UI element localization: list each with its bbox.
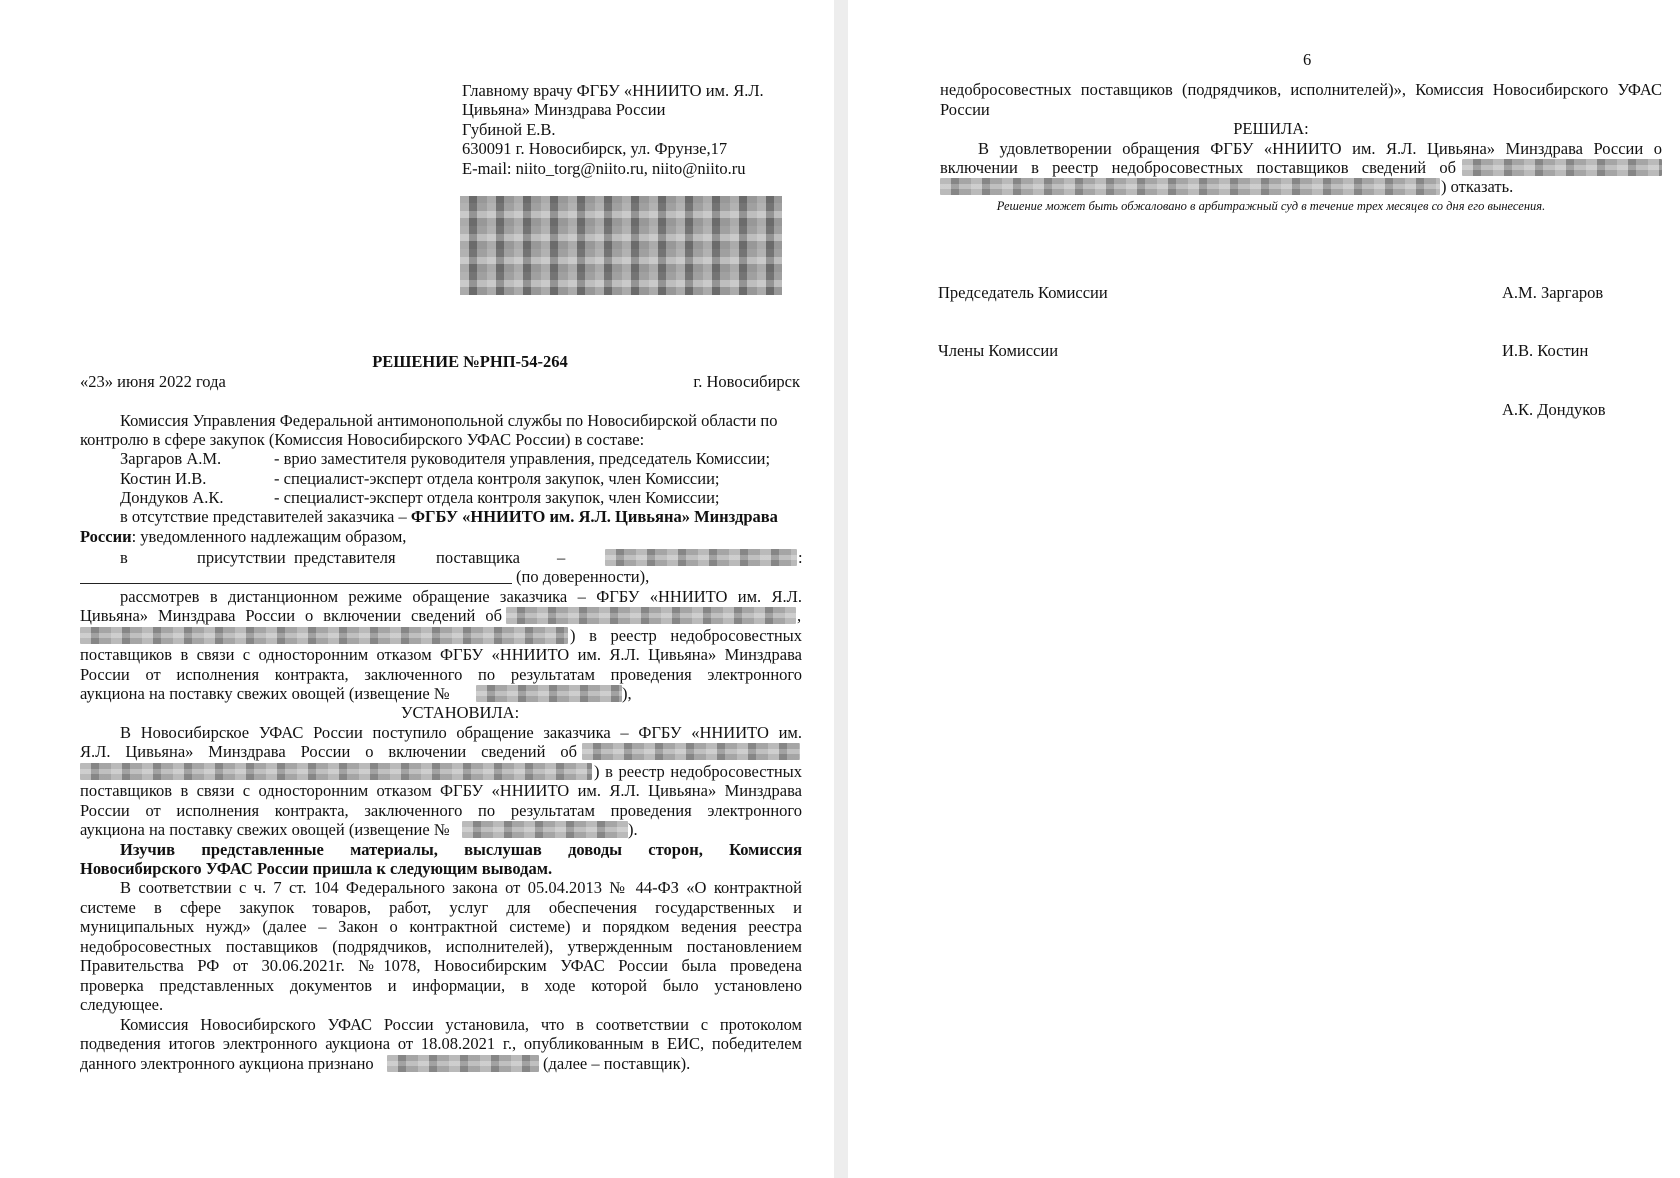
punctuation: ). [628, 820, 638, 839]
proxy-note: (по доверенности), [516, 567, 650, 586]
intro-line: контролю в сфере закупок (Комиссия Новосибирского УФАС России) в составе: [80, 430, 645, 449]
presence-word: поставщика [436, 548, 520, 567]
received-line: аукциона на поставку свежих овощей (извещение № [80, 820, 450, 839]
decided-heading-text: РЕШИЛА: [1233, 119, 1309, 138]
redacted-supplier [582, 743, 800, 760]
redacted-supplier [1462, 159, 1662, 176]
considered-line: аукциона на поставку свежих овощей (извещение № [80, 684, 450, 703]
decision-title: РЕШЕНИЕ №РНП-54-264 [372, 352, 568, 371]
page-number: 6 [1303, 50, 1312, 69]
commission-line: Комиссия Новосибирского УФАС России установила, что в соответствии с протоколом [120, 1015, 802, 1034]
decision-line: В удовлетворении обращения ФГБУ «ННИИТО им. Я.Л. Цивьяна» Минздрава России о [978, 139, 1662, 158]
signature-name: А.М. Заргаров [1502, 283, 1604, 302]
law-line: муниципальных нужд» (далее – Закон о контрактной системе) и порядком ведения реестра [80, 917, 802, 936]
presence-word: – [557, 548, 566, 567]
redacted-supplier [506, 607, 796, 624]
signature-role: Члены Комиссии [938, 341, 1059, 360]
member-role: - специалист-эксперт отдела контроля закупок, член Комиссии; [274, 488, 720, 507]
representative-blank-line [80, 583, 512, 584]
established-heading [0, 703, 920, 723]
signature-role: Председатель Комиссии [938, 283, 1108, 302]
presence-word: присутствии [197, 548, 286, 567]
law-line: Правительства РФ от 30.06.2021г. №1078, Новосибирским УФАС России была проведена [80, 956, 802, 975]
member-name: Заргаров А.М. [120, 449, 222, 468]
received-line: ) в реестр недобросовестных [594, 762, 802, 781]
document-page-right [848, 0, 1680, 1178]
decided-heading [848, 119, 1680, 139]
decision-date: «23» июня 2022 года [80, 372, 226, 391]
absence-text: в отсутствие представителей заказчика – [120, 507, 407, 526]
presence-word: представителя [294, 548, 396, 567]
addressee-line: E-mail: niito_torg@niito.ru, niito@niito.ru [462, 159, 746, 178]
considered-line: Цивьяна» Минздрава России о включении сведений об [80, 606, 502, 625]
addressee-line: Главному врачу ФГБУ «ННИИТО им. Я.Л. [462, 81, 764, 100]
received-line: Я.Л. Цивьяна» Минздрава России о включении сведений об [80, 742, 577, 761]
received-line: поставщиков в связи с односторонним отказом ФГБУ «ННИИТО им. Я.Л. Цивьяна» Минздрава [80, 781, 802, 800]
document-page-left [0, 0, 834, 1178]
appeal-note: Решение может быть обжаловано в арбитражный суд в течение трех месяцев со дня его вынесения. [996, 199, 1546, 213]
addressee-line: 630091 г. Новосибирск, ул. Фрунзе,17 [462, 139, 728, 158]
addressee-line: Цивьяна» Минздрава России [462, 100, 666, 119]
redacted-notice-number [462, 821, 628, 838]
redacted-winner [387, 1055, 539, 1072]
decision-city: г. Новосибирск [693, 372, 800, 391]
law-line: системе в сфере закупок товаров, работ, услуг для обеспечения государственных и [80, 898, 802, 917]
punctuation: , [797, 606, 802, 625]
absence-line [120, 507, 778, 527]
member-role: - специалист-эксперт отдела контроля закупок, член Комиссии; [274, 469, 720, 488]
commission-line: (далее – поставщик). [543, 1054, 691, 1073]
signature-name: А.К. Дондуков [1502, 400, 1606, 419]
studied-line: Новосибирского УФАС России пришла к следующим выводам. [80, 859, 553, 878]
established-heading-text: УСТАНОВИЛА: [400, 703, 520, 722]
law-line: проверка представленных документов и информации, в ходе которой было установлено [80, 976, 802, 995]
studied-line: Изучив представленные материалы, выслушав доводы сторон, Комиссия [120, 840, 802, 859]
customer-name-bold: России [80, 527, 132, 546]
law-line: следующее. [80, 995, 164, 1014]
decision-line: включении в реестр недобросовестных поставщиков сведений об [940, 158, 1456, 177]
member-name: Костин И.В. [120, 469, 207, 488]
member-name: Дондуков А.К. [120, 488, 224, 507]
presence-word: в [120, 548, 128, 567]
law-line: В соответствии с ч. 7 ст. 104 Федерального закона от 05.04.2013 № 44-ФЗ «О контрактной [120, 878, 802, 897]
addressee-line: Губиной Е.В. [462, 120, 556, 139]
punctuation: ), [622, 684, 632, 703]
redacted-notice-number [476, 685, 622, 702]
redacted-supplier [80, 763, 592, 780]
redacted-supplier [80, 627, 568, 644]
intro-line: Комиссия Управления Федеральной антимонопольной службы по Новосибирской области по [120, 411, 778, 430]
absence-text: : уведомленного надлежащим образом, [131, 527, 407, 546]
continuation-line: недобросовестных поставщиков (подрядчиков, исполнителей)», Комиссия Новосибирского УФАС [940, 80, 1662, 99]
commission-line: данного электронного аукциона признано [80, 1054, 374, 1073]
member-role: - врио заместителя руководителя управления, председатель Комиссии; [274, 449, 771, 468]
considered-line: поставщиков в связи с односторонним отказом ФГБУ «ННИИТО им. Я.Л. Цивьяна» Минздрава [80, 645, 802, 664]
considered-line: рассмотрев в дистанционном режиме обращение заказчика – ФГБУ «ННИИТО им. Я.Л. [120, 587, 802, 606]
redacted-supplier [940, 178, 1440, 195]
law-line: недобросовестных поставщиков (подрядчиков, исполнителей), утвержденным постановлением [80, 937, 802, 956]
considered-line: ) в реестр недобросовестных [570, 626, 802, 645]
decision-line: ) отказать. [1441, 177, 1514, 196]
received-line: В Новосибирское УФАС России поступило обращение заказчика – ФГБУ «ННИИТО им. [120, 723, 802, 742]
redacted-supplier [605, 549, 797, 566]
received-line: России от исполнения контракта, заключенного по результатам проведения электронного [80, 801, 802, 820]
redacted-stamp [460, 196, 782, 295]
commission-line: подведения итогов электронного аукциона от 18.08.2021 г., опубликованным в ЕИС, победителем [80, 1034, 802, 1053]
presence-word: : [798, 548, 803, 567]
signature-name: И.В. Костин [1502, 341, 1589, 360]
continuation-line: России [940, 100, 990, 119]
considered-line: России от исполнения контракта, заключенного по результатам проведения электронного [80, 665, 802, 684]
absence-line-2 [80, 527, 406, 547]
customer-name-bold: ФГБУ «ННИИТО им. Я.Л. Цивьяна» Минздрава [410, 507, 778, 526]
